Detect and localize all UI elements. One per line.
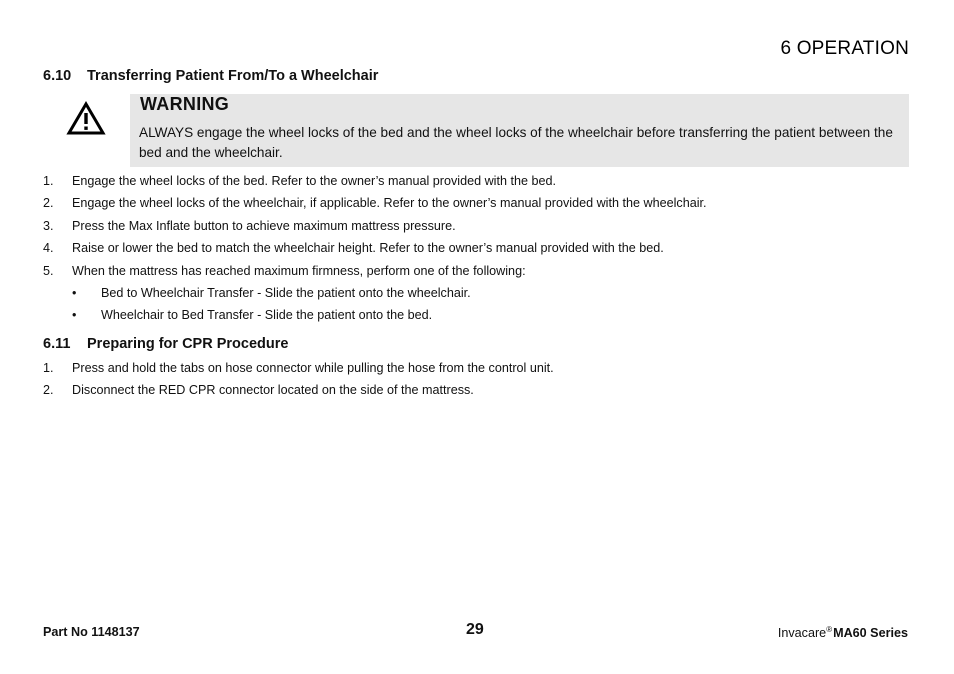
bullet-icon: • (72, 285, 77, 300)
step-text: Raise or lower the bed to match the wheelchair height. Refer to the owner’s manual provided with the bed. (72, 241, 664, 256)
step-text: Press and hold the tabs on hose connector while pulling the hose from the control unit. (72, 361, 554, 375)
section-title: Transferring Patient From/To a Wheelchair (87, 68, 379, 84)
warning-heading: WARNING (140, 94, 230, 114)
step-number: 3. (43, 218, 54, 233)
section-title: Preparing for CPR Procedure (87, 336, 289, 352)
part-number: Part No 1148137 (43, 625, 140, 639)
page-number: 29 (466, 621, 484, 638)
registered-mark: ® (826, 625, 833, 634)
list-item (43, 194, 707, 216)
section-heading-6-10 (43, 68, 378, 84)
step-number: 5. (43, 263, 54, 278)
step-text: When the mattress has reached maximum firmness, perform one of the following: (72, 263, 526, 278)
series-name: MA60 Series (833, 626, 908, 640)
step-number: 1. (43, 361, 54, 375)
product-series (778, 625, 908, 640)
list-item (43, 172, 707, 194)
bullet-icon: • (72, 308, 77, 323)
step-text: Engage the wheel locks of the bed. Refer to the owner’s manual provided with the bed. (72, 174, 556, 188)
step-text: Disconnect the RED CPR connector located on the side of the mattress. (72, 383, 474, 398)
step-number: 4. (43, 241, 54, 256)
sub-list-item (43, 284, 707, 306)
list-item (43, 262, 707, 284)
step-number: 2. (43, 196, 54, 211)
warning-text: ALWAYS engage the wheel locks of the bed and the wheel locks of the wheelchair before transferring the patient between the bed and the wheelchair. (139, 125, 893, 160)
sub-item-text: Wheelchair to Bed Transfer - Slide the patient onto the bed. (101, 308, 433, 323)
list-item (43, 217, 707, 239)
sub-list-item (43, 306, 707, 328)
step-number: 1. (43, 174, 54, 188)
chapter-heading: 6 OPERATION (780, 38, 909, 59)
warning-triangle-icon (66, 101, 106, 137)
list-item (43, 359, 554, 381)
steps-list-6-11 (43, 359, 554, 404)
sub-item-text: Bed to Wheelchair Transfer - Slide the patient onto the wheelchair. (101, 285, 471, 300)
step-number: 2. (43, 383, 54, 398)
list-item (43, 381, 554, 403)
section-number: 6.11 (43, 336, 71, 352)
steps-list-6-10 (43, 172, 707, 329)
brand-name: Invacare (777, 626, 827, 640)
section-number: 6.10 (43, 68, 72, 84)
step-text: Press the Max Inflate button to achieve maximum mattress pressure. (72, 218, 456, 233)
section-heading-6-11 (43, 336, 288, 352)
warning-box (130, 94, 909, 167)
list-item (43, 239, 707, 261)
step-text: Engage the wheel locks of the wheelchair, if applicable. Refer to the owner’s manual provided with the wheelchair. (72, 196, 707, 211)
